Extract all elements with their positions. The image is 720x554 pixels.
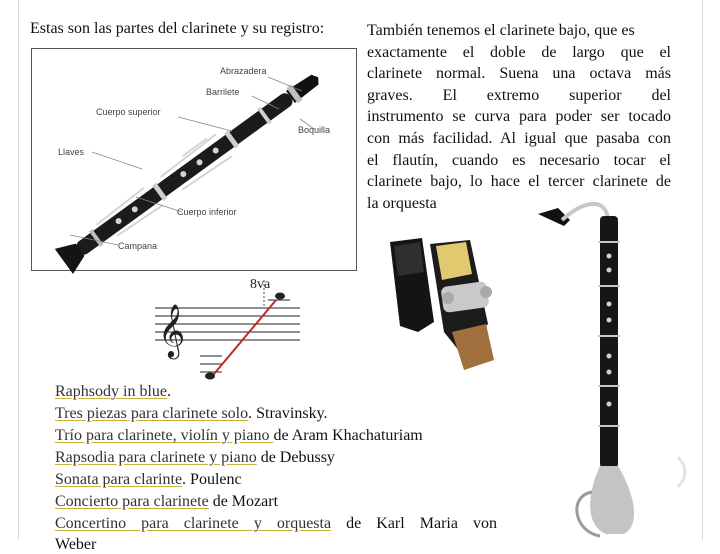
paragraph-line: graves. El extremo superior del xyxy=(367,86,671,104)
work-link[interactable]: Raphsody in blue xyxy=(55,383,167,400)
work-detail: de Aram Khachaturiam xyxy=(273,427,423,444)
work-detail: de Mozart xyxy=(208,493,279,510)
paragraph-line: instrumento se curva para poder ser tocado xyxy=(367,108,671,126)
work-detail: de Debussy xyxy=(256,449,335,466)
work-link[interactable]: Tres piezas para clarinete solo xyxy=(55,405,249,422)
bass-clarinet-paragraph xyxy=(367,20,671,214)
work-item xyxy=(55,403,497,425)
label-cuerpo-superior: Cuerpo superior xyxy=(96,107,161,117)
work-link[interactable]: Sonata para clarinte xyxy=(55,471,183,488)
paragraph-line: con más facilidad. Al igual que pasaba con xyxy=(367,129,671,147)
label-llaves: Llaves xyxy=(58,147,85,157)
paragraph-line: el flautín, cuando es necesario tocar el xyxy=(367,151,671,169)
work-item xyxy=(55,469,497,491)
slide-border-left xyxy=(18,0,19,540)
work-detail: . Stravinsky. xyxy=(248,405,328,422)
paragraph-line: la orquesta xyxy=(367,194,437,212)
work-link[interactable]: Concierto para clarinete xyxy=(55,493,209,510)
work-item xyxy=(55,425,497,447)
work-item xyxy=(55,447,497,469)
mouthpiece-photo xyxy=(360,232,510,382)
work-link[interactable]: Concertino para clarinete y orquesta xyxy=(55,515,332,532)
work-item xyxy=(55,513,497,535)
label-boquilla: Boquilla xyxy=(298,125,331,135)
work-link[interactable]: Trío para clarinete, violín y piano xyxy=(55,427,274,444)
works-list xyxy=(55,381,497,535)
work-detail: de Karl Maria von xyxy=(331,515,497,532)
work-link[interactable]: Rapsodia para clarinete y piano xyxy=(55,449,257,466)
svg-text:𝄞: 𝄞 xyxy=(158,303,186,357)
label-cuerpo-inferior: Cuerpo inferior xyxy=(177,207,237,217)
label-campana: Campana xyxy=(118,241,158,251)
slide-heading: Estas son las partes del clarinete y su registro: xyxy=(30,20,325,37)
work-item xyxy=(55,491,497,513)
clarinet-illustration xyxy=(32,49,356,270)
next-slide-arrow-icon[interactable] xyxy=(676,455,692,489)
label-barrilete: Barrilete xyxy=(206,87,240,97)
works-overflow-text: Weber xyxy=(55,536,97,553)
paragraph-line: clarinete normal. Suena una octava más xyxy=(367,65,671,83)
work-detail: . xyxy=(167,383,171,400)
paragraph-line: exactamente el doble de largo que el xyxy=(367,43,671,61)
label-abrazadera: Abrazadera xyxy=(220,66,267,76)
slide-border-right xyxy=(702,0,703,540)
work-item xyxy=(55,381,497,403)
octave-mark: 8va xyxy=(250,277,271,292)
bass-clarinet-photo xyxy=(528,196,653,540)
work-detail: . Poulenc xyxy=(182,471,242,488)
paragraph-line: También tenemos el clarinete bajo, que es xyxy=(367,22,635,39)
paragraph-line: clarinete bajo, lo hace el tercer clarinete de xyxy=(367,173,671,191)
clarinet-register-staff xyxy=(150,270,310,390)
clarinet-parts-diagram xyxy=(31,48,357,271)
